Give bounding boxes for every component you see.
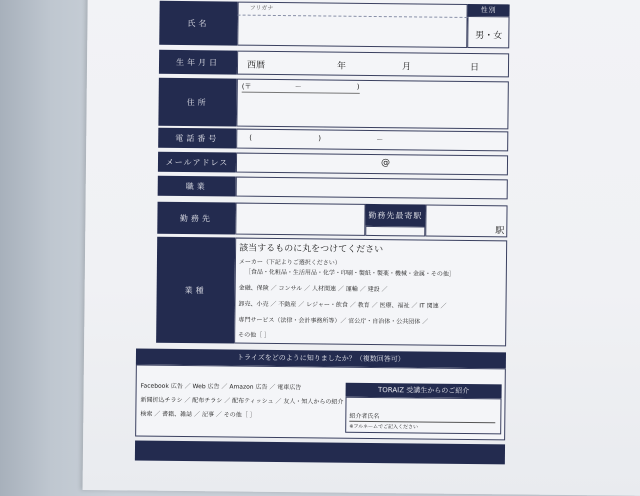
postal-prefix: (〒 bbox=[241, 82, 252, 91]
phone-label-cell bbox=[158, 128, 236, 149]
referral-title: TORAIZ 受講生からのご紹介 bbox=[377, 386, 470, 396]
phone-close: ) bbox=[318, 134, 322, 143]
address-label: 住所 bbox=[186, 97, 209, 107]
gender-label-cell bbox=[468, 4, 510, 16]
name-label: 氏名 bbox=[187, 18, 210, 28]
furigana-label: フリガナ bbox=[249, 4, 274, 12]
birthdate-label-cell bbox=[159, 50, 237, 75]
gender-value: 男・女 bbox=[475, 31, 503, 42]
birth-month: 月 bbox=[401, 62, 412, 73]
workplace-label: 勤務先 bbox=[179, 213, 213, 223]
job-label: 職業 bbox=[185, 181, 208, 191]
industry-line: ［食品・化粧品・生活用品・化学・印刷・製紙・製薬・機械・金属・その他］ bbox=[244, 268, 455, 278]
industry-line: メーカー（下記よりご選択ください） bbox=[238, 258, 341, 267]
nearest-station-label: 勤務先最寄駅 bbox=[368, 210, 423, 221]
industry-line: その他［ ］ bbox=[238, 331, 271, 339]
job-label-cell bbox=[158, 176, 236, 197]
phone-open: ( bbox=[249, 133, 253, 142]
birthdate-label: 生年月日 bbox=[175, 57, 221, 67]
workplace-label-cell bbox=[157, 202, 235, 235]
address-label-cell bbox=[158, 78, 236, 127]
how-heard-option[interactable]: 新聞折込チラシ ／ 配布チラシ ／ 配布ティッシュ ／ 友人・知人からの紹介 bbox=[140, 396, 344, 406]
referrer-label: 紹介者氏名 bbox=[349, 412, 380, 421]
email-label-cell bbox=[158, 152, 236, 173]
how-heard-option[interactable]: 検索 ／ 書籍、雑誌 ／ 記事 ／ その他［ ］ bbox=[140, 410, 256, 419]
phone-label: 電話番号 bbox=[175, 133, 220, 143]
nearest-station-label-cell bbox=[365, 204, 425, 227]
bottom-bar bbox=[135, 441, 505, 465]
name-label-cell bbox=[159, 1, 237, 46]
industry-line: 専門サービス（法律・会計事務所等）／ 官公庁・自治体・公共団体 ／ bbox=[238, 316, 429, 326]
email-label: メールアドレス bbox=[165, 157, 229, 167]
workplace-field[interactable] bbox=[235, 203, 365, 236]
form-sheet bbox=[83, 0, 640, 496]
address-field[interactable] bbox=[236, 79, 508, 130]
station-suffix: 駅 bbox=[495, 226, 505, 237]
fullname-note: ※フルネームでご記入ください bbox=[349, 423, 419, 431]
birth-era: 西暦 bbox=[246, 60, 266, 71]
job-field[interactable] bbox=[236, 177, 508, 200]
birth-day: 日 bbox=[469, 63, 480, 74]
email-field[interactable] bbox=[236, 153, 508, 176]
how-heard-option[interactable]: Facebook 広告 ／ Web 広告 ／ Amazon 広告 ／ 電車広告 bbox=[140, 382, 302, 392]
postal-dash: － bbox=[294, 83, 302, 92]
station-under-label bbox=[365, 226, 425, 237]
birth-year: 年 bbox=[336, 61, 347, 72]
birthdate-field[interactable] bbox=[237, 51, 509, 78]
industry-label-cell bbox=[156, 237, 235, 344]
postal-close: ) bbox=[356, 82, 360, 91]
industry-instruction: 該当するものに丸をつけてください bbox=[239, 243, 384, 256]
industry-line: 卸売、小売 ／ 不動産 ／ レジャー・飲食 ／ 教育 ／ 医療、福祉 ／ IT 関連 ／ bbox=[238, 300, 447, 310]
gender-label: 性別 bbox=[480, 6, 497, 15]
how-heard-title: トライズをどのように知りましたか？（複数回答可） bbox=[237, 353, 405, 364]
phone-field[interactable] bbox=[236, 129, 508, 152]
email-at: @ bbox=[380, 158, 391, 169]
industry-line: 金融、保険 ／ コンサル ／ 人材関連 ／ 運輸 ／ 建設 ／ bbox=[238, 284, 388, 294]
phone-dash: － bbox=[376, 136, 384, 145]
industry-label: 業種 bbox=[184, 285, 207, 295]
